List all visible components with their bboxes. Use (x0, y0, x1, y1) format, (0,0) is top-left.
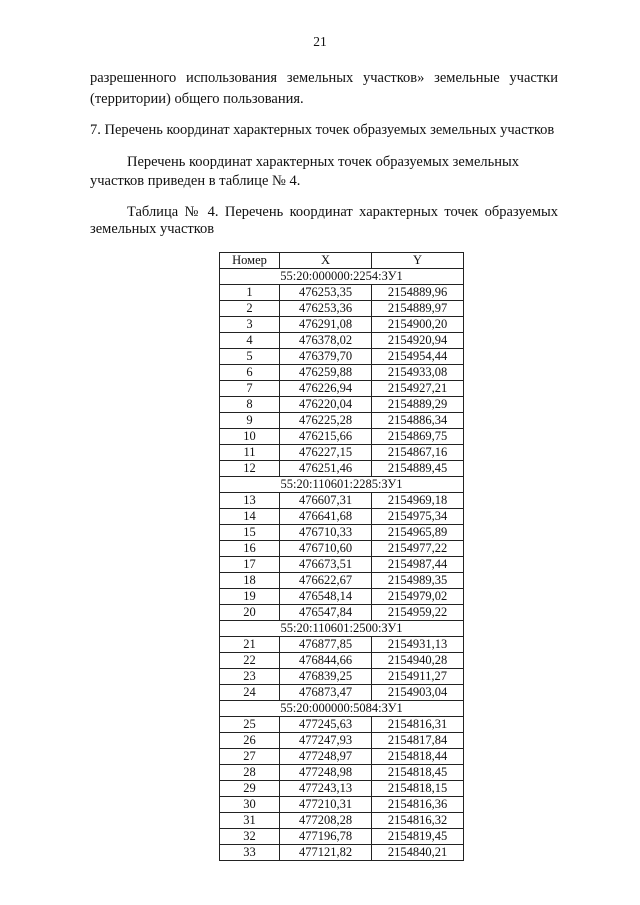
x-coordinate-cell: 476379,70 (280, 349, 372, 365)
parcel-number-cell: 55:20:110601:2285:ЗУ1 (220, 477, 464, 493)
x-coordinate-cell: 477245,63 (280, 717, 372, 733)
point-number-cell: 1 (220, 285, 280, 301)
parcel-group-row (220, 269, 464, 285)
point-number-cell: 21 (220, 637, 280, 653)
x-coordinate-cell: 476548,14 (280, 589, 372, 605)
y-coordinate-cell: 2154818,44 (372, 749, 464, 765)
table-row (220, 685, 464, 701)
x-coordinate-cell: 476215,66 (280, 429, 372, 445)
column-header-x: X (280, 253, 372, 269)
x-coordinate-cell: 476226,94 (280, 381, 372, 397)
table-row (220, 765, 464, 781)
y-coordinate-cell: 2154867,16 (372, 445, 464, 461)
point-number-cell: 33 (220, 845, 280, 861)
point-number-cell: 18 (220, 573, 280, 589)
point-number-cell: 20 (220, 605, 280, 621)
table-caption-line-1: Таблица № 4. Перечень координат характерных точек образуемых (127, 204, 558, 220)
table-row (220, 317, 464, 333)
x-coordinate-cell: 476378,02 (280, 333, 372, 349)
point-number-cell: 2 (220, 301, 280, 317)
table-row (220, 397, 464, 413)
table-caption-line-2: земельных участков (90, 221, 215, 237)
x-coordinate-cell: 476220,04 (280, 397, 372, 413)
y-coordinate-cell: 2154977,22 (372, 541, 464, 557)
continuation-paragraph-line-1: разрешенного использования земельных участков» земельные участки (90, 70, 558, 86)
section-7-body-line-2: участков приведен в таблице № 4. (90, 173, 301, 189)
parcel-number-cell: 55:20:110601:2500:ЗУ1 (220, 621, 464, 637)
y-coordinate-cell: 2154959,22 (372, 605, 464, 621)
point-number-cell: 24 (220, 685, 280, 701)
table-row (220, 461, 464, 477)
parcel-group-row (220, 701, 464, 717)
y-coordinate-cell: 2154940,28 (372, 653, 464, 669)
x-coordinate-cell: 476641,68 (280, 509, 372, 525)
x-coordinate-cell: 476251,46 (280, 461, 372, 477)
point-number-cell: 8 (220, 397, 280, 413)
point-number-cell: 10 (220, 429, 280, 445)
y-coordinate-cell: 2154818,45 (372, 765, 464, 781)
table-row (220, 669, 464, 685)
x-coordinate-cell: 476673,51 (280, 557, 372, 573)
y-coordinate-cell: 2154889,29 (372, 397, 464, 413)
y-coordinate-cell: 2154819,45 (372, 829, 464, 845)
table-row (220, 413, 464, 429)
parcel-group-row (220, 477, 464, 493)
y-coordinate-cell: 2154889,97 (372, 301, 464, 317)
x-coordinate-cell: 477243,13 (280, 781, 372, 797)
x-coordinate-cell: 476877,85 (280, 637, 372, 653)
x-coordinate-cell: 476227,15 (280, 445, 372, 461)
x-coordinate-cell: 476547,84 (280, 605, 372, 621)
y-coordinate-cell: 2154920,94 (372, 333, 464, 349)
x-coordinate-cell: 476253,35 (280, 285, 372, 301)
table-row (220, 349, 464, 365)
x-coordinate-cell: 476622,67 (280, 573, 372, 589)
continuation-paragraph-line-2: (территории) общего пользования. (90, 91, 304, 107)
y-coordinate-cell: 2154816,31 (372, 717, 464, 733)
table-row (220, 381, 464, 397)
y-coordinate-cell: 2154869,75 (372, 429, 464, 445)
table-row (220, 429, 464, 445)
y-coordinate-cell: 2154911,27 (372, 669, 464, 685)
table-row (220, 445, 464, 461)
table-row (220, 781, 464, 797)
point-number-cell: 5 (220, 349, 280, 365)
x-coordinate-cell: 476607,31 (280, 493, 372, 509)
table-row (220, 749, 464, 765)
column-header-y: Y (372, 253, 464, 269)
table-row (220, 813, 464, 829)
point-number-cell: 12 (220, 461, 280, 477)
table-row (220, 285, 464, 301)
table-row (220, 653, 464, 669)
point-number-cell: 26 (220, 733, 280, 749)
x-coordinate-cell: 476839,25 (280, 669, 372, 685)
column-header-number: Номер (220, 253, 280, 269)
point-number-cell: 7 (220, 381, 280, 397)
point-number-cell: 3 (220, 317, 280, 333)
y-coordinate-cell: 2154886,34 (372, 413, 464, 429)
y-coordinate-cell: 2154987,44 (372, 557, 464, 573)
point-number-cell: 27 (220, 749, 280, 765)
table-row (220, 797, 464, 813)
x-coordinate-cell: 477248,98 (280, 765, 372, 781)
point-number-cell: 32 (220, 829, 280, 845)
point-number-cell: 22 (220, 653, 280, 669)
table-body (220, 269, 464, 861)
x-coordinate-cell: 476291,08 (280, 317, 372, 333)
table-row (220, 557, 464, 573)
y-coordinate-cell: 2154931,13 (372, 637, 464, 653)
y-coordinate-cell: 2154818,15 (372, 781, 464, 797)
y-coordinate-cell: 2154816,36 (372, 797, 464, 813)
table-row (220, 541, 464, 557)
x-coordinate-cell: 477247,93 (280, 733, 372, 749)
x-coordinate-cell: 476710,60 (280, 541, 372, 557)
table-row (220, 525, 464, 541)
parcel-group-row (220, 621, 464, 637)
point-number-cell: 29 (220, 781, 280, 797)
point-number-cell: 25 (220, 717, 280, 733)
y-coordinate-cell: 2154903,04 (372, 685, 464, 701)
table-row (220, 845, 464, 861)
y-coordinate-cell: 2154840,21 (372, 845, 464, 861)
point-number-cell: 6 (220, 365, 280, 381)
point-number-cell: 9 (220, 413, 280, 429)
y-coordinate-cell: 2154889,45 (372, 461, 464, 477)
table-row (220, 637, 464, 653)
point-number-cell: 15 (220, 525, 280, 541)
x-coordinate-cell: 477210,31 (280, 797, 372, 813)
point-number-cell: 11 (220, 445, 280, 461)
section-7-body-line-1: Перечень координат характерных точек образуемых земельных (127, 154, 519, 170)
y-coordinate-cell: 2154817,84 (372, 733, 464, 749)
point-number-cell: 31 (220, 813, 280, 829)
table-row (220, 573, 464, 589)
point-number-cell: 19 (220, 589, 280, 605)
section-7-heading: 7. Перечень координат характерных точек образуемых земельных участков (90, 122, 555, 138)
x-coordinate-cell: 476873,47 (280, 685, 372, 701)
table-row (220, 493, 464, 509)
x-coordinate-cell: 477248,97 (280, 749, 372, 765)
table-row (220, 733, 464, 749)
table-row (220, 333, 464, 349)
coordinates-table (219, 252, 464, 861)
point-number-cell: 13 (220, 493, 280, 509)
point-number-cell: 17 (220, 557, 280, 573)
y-coordinate-cell: 2154979,02 (372, 589, 464, 605)
table-row (220, 829, 464, 845)
y-coordinate-cell: 2154989,35 (372, 573, 464, 589)
table-row (220, 589, 464, 605)
y-coordinate-cell: 2154816,32 (372, 813, 464, 829)
y-coordinate-cell: 2154965,89 (372, 525, 464, 541)
y-coordinate-cell: 2154927,21 (372, 381, 464, 397)
table-row (220, 717, 464, 733)
parcel-number-cell: 55:20:000000:5084:ЗУ1 (220, 701, 464, 717)
y-coordinate-cell: 2154889,96 (372, 285, 464, 301)
page-number: 21 (313, 34, 327, 49)
table-row (220, 605, 464, 621)
table-row (220, 301, 464, 317)
point-number-cell: 4 (220, 333, 280, 349)
table-header-row (220, 253, 464, 269)
table-row (220, 509, 464, 525)
table-row (220, 365, 464, 381)
y-coordinate-cell: 2154954,44 (372, 349, 464, 365)
point-number-cell: 30 (220, 797, 280, 813)
x-coordinate-cell: 476225,28 (280, 413, 372, 429)
x-coordinate-cell: 476710,33 (280, 525, 372, 541)
x-coordinate-cell: 476259,88 (280, 365, 372, 381)
x-coordinate-cell: 477196,78 (280, 829, 372, 845)
y-coordinate-cell: 2154975,34 (372, 509, 464, 525)
point-number-cell: 23 (220, 669, 280, 685)
y-coordinate-cell: 2154933,08 (372, 365, 464, 381)
y-coordinate-cell: 2154969,18 (372, 493, 464, 509)
point-number-cell: 28 (220, 765, 280, 781)
point-number-cell: 16 (220, 541, 280, 557)
parcel-number-cell: 55:20:000000:2254:ЗУ1 (220, 269, 464, 285)
x-coordinate-cell: 476844,66 (280, 653, 372, 669)
x-coordinate-cell: 476253,36 (280, 301, 372, 317)
x-coordinate-cell: 477208,28 (280, 813, 372, 829)
y-coordinate-cell: 2154900,20 (372, 317, 464, 333)
x-coordinate-cell: 477121,82 (280, 845, 372, 861)
point-number-cell: 14 (220, 509, 280, 525)
